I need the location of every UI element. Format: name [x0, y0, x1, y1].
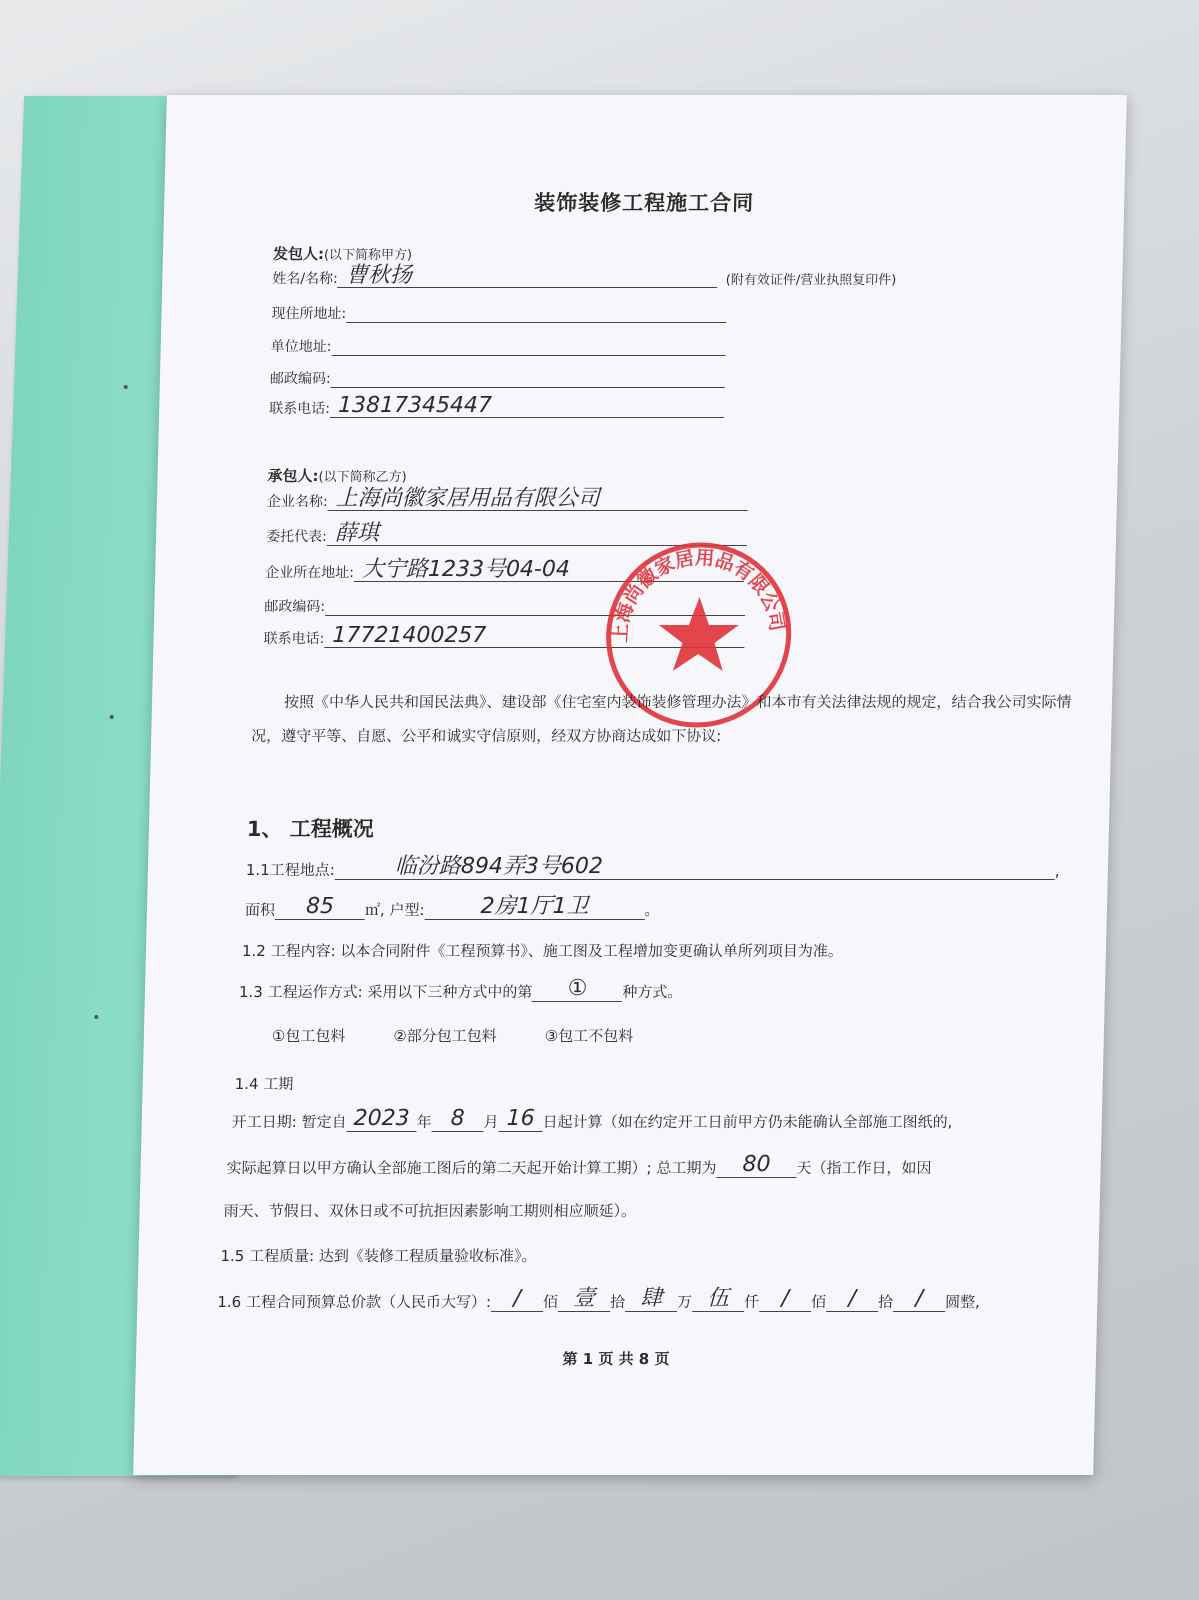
- party-b-phone-value: 17721400257: [332, 623, 487, 648]
- contract-page: [133, 95, 1127, 1475]
- party-a-header: 发包人:(以下简称甲方): [272, 245, 413, 263]
- party-b-company-value: 上海尚徽家居用品有限公司: [335, 486, 601, 511]
- party-b-postcode-row: 邮政编码:: [264, 593, 745, 616]
- party-a-address-row: 现住所地址:: [271, 300, 726, 323]
- total-days-value: 80: [716, 1153, 797, 1178]
- area-row: 面积 85 ㎡, 户型: 2房1厅1卫 。: [244, 894, 660, 919]
- layout-value: 2房1厅1卫: [424, 895, 645, 920]
- party-b-header: 承包人:(以下简称乙方): [267, 467, 407, 485]
- svg-text:上海尚徽家居用品有限公司: 上海尚徽家居用品有限公司: [609, 546, 789, 644]
- party-a-name-value: 曹秋扬: [345, 263, 413, 288]
- option-2: ②部分包工包料: [393, 1027, 497, 1045]
- party-a-phone-value: 13817345447: [337, 393, 493, 418]
- section-heading: 1、 工程概况: [246, 817, 375, 841]
- party-b-rep-row: 委托代表: 薛琪: [266, 523, 747, 546]
- intro-paragraph: 按照《中华人民共和国民法典》、建设部《住宅室内装饰装修管理办法》和本市有关法律法规的规定，结合我公司实际情况，遵守平等、自愿、公平和诚实守信原则，经双方协商达成如下协议:: [250, 693, 1072, 745]
- month-value: 8: [431, 1107, 484, 1132]
- duration-heading: 1.4 工期: [234, 1075, 294, 1093]
- site-value: 临汾路894弄3号602: [335, 855, 1056, 880]
- seal-star-icon: [658, 597, 740, 671]
- price-row: 1.6 工程合同预算总价款（人民币大写）: / 佰 壹 拾 肆 万 伍 仟 / 佰 / 拾 / 圆整,: [217, 1286, 981, 1311]
- party-a-postcode-row: 邮政编码:: [270, 365, 725, 388]
- page-number: 第 1 页 共 8 页: [562, 1350, 670, 1368]
- party-b-company-row: 企业名称: 上海尚徽家居用品有限公司: [267, 488, 748, 511]
- method-options: [272, 1025, 634, 1046]
- method-row: 1.3 工程运作方式: 采用以下三种方式中的第 ① 种方式。: [238, 976, 683, 1001]
- party-b-address-value: 大宁路1233号04-04: [361, 557, 571, 582]
- party-b-rep-value: 薛琪: [334, 521, 380, 546]
- party-b-address-row: 企业所在地址: 大宁路1233号04-04: [265, 559, 744, 582]
- document-title: 装饰装修工程施工合同: [533, 190, 755, 215]
- party-a-phone-row: 联系电话: 13817345447: [269, 395, 724, 418]
- delay-row: 雨天、节假日、双休日或不可抗拒因素影响工期则相应顺延）。: [223, 1202, 637, 1220]
- day-value: 16: [498, 1107, 543, 1132]
- party-b-phone-row: 联系电话: 17721400257: [263, 625, 744, 648]
- area-value: 85: [275, 895, 366, 920]
- method-value: ①: [532, 977, 623, 1002]
- party-a-work-address-row: 单位地址:: [270, 333, 725, 356]
- option-3: ③包工不包料: [544, 1027, 634, 1045]
- start-date-row: 开工日期: 暂定自 2023 年 8 月 16 日起计算（如在约定开工日前甲方仍未能确认全部施工图纸的,: [231, 1106, 953, 1131]
- total-days-row: 实际起算日以甲方确认全部施工图后的第二天起开始计算工期）; 总工期为 80 天（指工作日，如因: [226, 1152, 932, 1177]
- party-a-name-row: 姓名/名称: 曹秋扬 (附有效证件/营业执照复印件): [272, 263, 897, 288]
- site-row: 1.1工程地点: 临汾路894弄3号602 ,: [245, 854, 1060, 880]
- quality-row: 1.5 工程质量: 达到《装修工程质量验收标准》。: [220, 1247, 537, 1265]
- option-1: ①包工包料: [271, 1027, 346, 1045]
- year-value: 2023: [346, 1107, 417, 1132]
- scope-row: 1.2 工程内容: 以本合同附件《工程预算书》、施工图及工程增加变更确认单所列项目为准。: [241, 942, 844, 960]
